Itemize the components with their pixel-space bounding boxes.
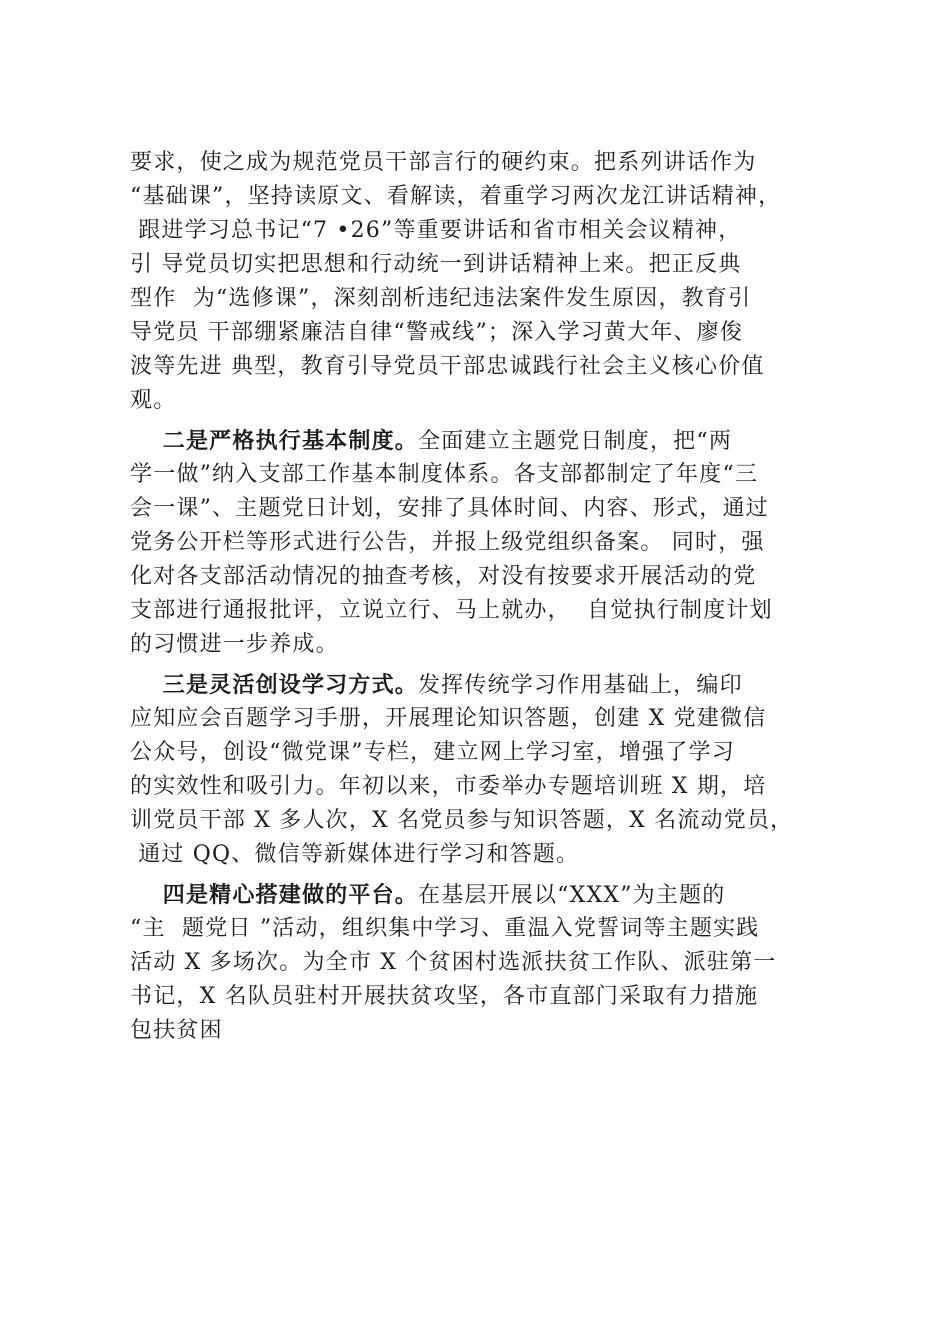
- paragraph-3: [130, 668, 830, 872]
- paragraph-first-line-rest: 全面建立主题党日制度，把“两: [417, 429, 733, 454]
- paragraph-1: [130, 146, 830, 418]
- text-line: 训党员干部 X 多人次，X 名党员参与知识答题，X 名流动党员，: [130, 808, 794, 833]
- text-line: 化对各支部活动情况的抽查考核，对没有按要求开展活动的党: [130, 564, 757, 589]
- text-line: 波等先进 典型，教育引导党员干部忠诚践行社会主义核心价值: [130, 354, 765, 379]
- text-line: “基础课”，坚持读原文、看解读，着重学习两次龙江讲话精神，: [130, 184, 782, 209]
- text-line: 包扶贫困: [130, 1018, 223, 1043]
- paragraph-2: [130, 424, 830, 662]
- text-line: 的实效性和吸引力。年初以来，市委举办专题培训班 X 期，培: [130, 774, 767, 799]
- paragraph-lead: 二是严格执行基本制度。: [162, 428, 418, 454]
- text-line: 支部进行通报批评，立说立行、马上就办， 自觉执行制度计划: [130, 598, 773, 623]
- text-line: 活动 X 多场次。为全市 X 个贫困村选派扶贫工作队、派驻第一: [130, 950, 777, 975]
- text-line: 学一做”纳入支部工作基本制度体系。各支部都制定了年度“三: [130, 462, 759, 487]
- text-line: 应知应会百题学习手册，开展理论知识答题，创建 X 党建微信: [130, 706, 767, 731]
- text-line: [130, 668, 830, 702]
- text-line: 观。: [130, 388, 177, 413]
- text-line: 公众号，创设“微党课”专栏，建立网上学习室，增强了学习: [130, 740, 735, 765]
- text-line: 引 导党员切实把思想和行动统一到讲话精神上来。把正反典: [130, 252, 742, 277]
- text-line: 会一课”、主题党日计划，安排了具体时间、内容、形式，通过: [130, 496, 769, 521]
- text-line: 通过 QQ、微信等新媒体进行学习和答题。: [130, 842, 580, 867]
- text-line: 的习惯进一步养成。: [130, 632, 339, 657]
- paragraph-4: [130, 878, 830, 1048]
- text-line: [130, 878, 830, 912]
- text-line: 导党员 干部绷紧廉洁自律“警戒线”；深入学习黄大年、廖俊: [130, 320, 744, 345]
- paragraph-lead: 三是灵活创设学习方式。: [162, 672, 418, 698]
- text-line: 要求，使之成为规范党员干部言行的硬约束。把系列讲话作为: [130, 150, 757, 175]
- text-line: 跟进学习总书记“7 •26”等重要讲话和省市相关会议精神，: [130, 218, 742, 243]
- text-line: 书记，X 名队员驻村开展扶贫攻坚，各市直部门采取有力措施: [130, 984, 759, 1009]
- text-line: 党务公开栏等形式进行公告，并报上级党组织备案。 同时，强: [130, 530, 765, 555]
- text-line: “主 题党日 ”活动，组织集中学习、重温入党誓词等主题实践: [130, 916, 760, 941]
- paragraph-lead: 四是精心搭建做的平台。: [162, 882, 418, 908]
- text-line: [130, 424, 830, 458]
- paragraph-first-line-rest: 发挥传统学习作用基础上，编印: [417, 673, 743, 698]
- text-line: 型作 为“选修课”，深刻剖析违纪违法案件发生原因，教育引: [130, 286, 752, 311]
- paragraph-first-line-rest: 在基层开展以“XXX”为主题的: [417, 883, 726, 908]
- document-body: [130, 146, 830, 1048]
